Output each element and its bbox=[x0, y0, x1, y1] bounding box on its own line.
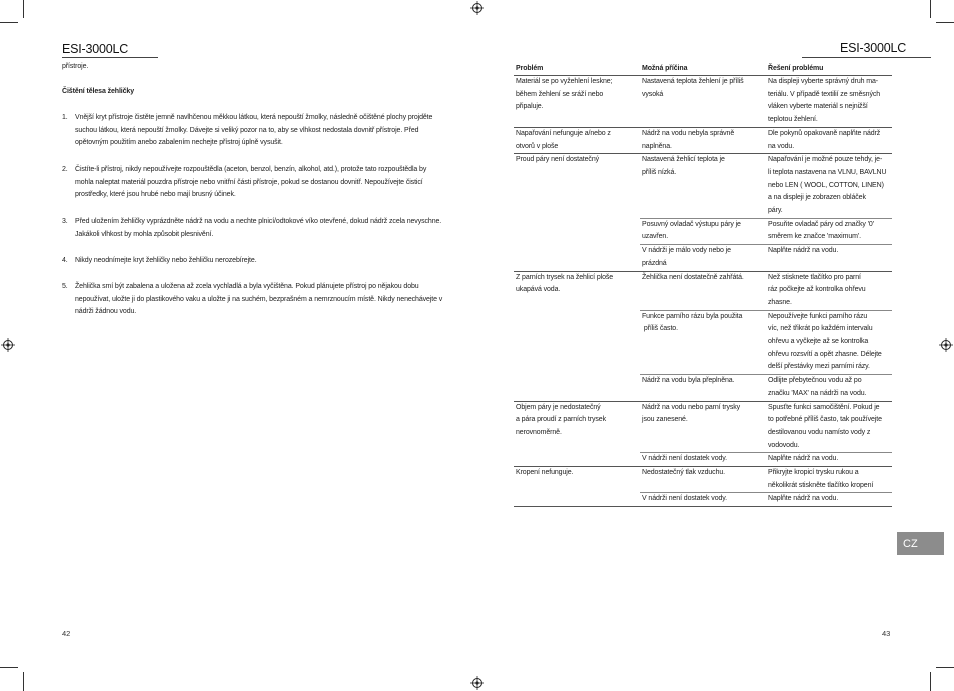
table-cell-solution bbox=[768, 245, 838, 258]
model-title-right: ESI-3000LC bbox=[840, 41, 907, 55]
section-title: Čištění tělesa žehličky bbox=[62, 88, 135, 95]
cell-line: teriálu. V případě textilií ze směsných bbox=[768, 90, 881, 98]
cell-line: Nádrž na vodu nebo parní trysky bbox=[642, 403, 741, 411]
table-cell-solution bbox=[768, 311, 882, 375]
cell-line: Žehlička není dostatečně zahřátá. bbox=[642, 273, 744, 281]
cell-line: Proud páry není dostatečný bbox=[516, 156, 600, 164]
cell-line: Posuňte ovladač páry od značky '0' bbox=[768, 220, 874, 228]
cell-line: Nastavená teplota žehlení je příliš bbox=[642, 78, 744, 85]
cell-line: prázdná bbox=[642, 259, 667, 267]
cell-line: V nádrži není dostatek vody. bbox=[642, 455, 728, 463]
cell-line: během žehlení se sráží nebo bbox=[516, 90, 604, 98]
list-item-number: 4. bbox=[62, 257, 68, 264]
cell-line: směrem ke značce 'maximum'. bbox=[768, 233, 861, 241]
table-cell-solution bbox=[768, 493, 838, 506]
cell-line: Objem páry je nedostatečný bbox=[516, 403, 601, 411]
table-cell-problem bbox=[516, 467, 573, 480]
cell-line: značku 'MAX' na nádrži na vodu. bbox=[768, 389, 867, 397]
cell-line: delší přestávky mezi parními rázy. bbox=[768, 363, 870, 371]
cell-line: Materiál se po vyžehlení leskne; bbox=[516, 78, 613, 85]
list-item-text: Před uložením žehličky vyprázdněte nádrž na vodu a nechte plnicí/odtokové víko otevřené, dokud nádrž zcela nevyschne. Jakákoli vlhkost by mohla způsobit plesnivění. bbox=[75, 218, 442, 238]
registration-mark-icon bbox=[939, 338, 953, 352]
cell-line: jsou zanesené. bbox=[642, 416, 688, 424]
cell-line: ukapává voda. bbox=[516, 286, 561, 294]
table-cell-cause bbox=[642, 467, 725, 480]
cell-line: to potřebné příliš často, tak používejte bbox=[768, 416, 882, 424]
cell-line: a na displeji je zobrazen obláček bbox=[768, 194, 866, 202]
column-header-cause: Možná příčina bbox=[642, 65, 688, 72]
table-cell-cause bbox=[642, 219, 741, 244]
cell-line: Nádrž na vodu byla přeplněna. bbox=[642, 377, 735, 385]
cell-line: příliš často. bbox=[642, 325, 678, 333]
language-tab-label: CZ bbox=[903, 537, 918, 550]
cell-line: V nádrži není dostatek vody. bbox=[642, 495, 728, 503]
cell-line: Nádrž na vodu nebyla správně bbox=[642, 129, 735, 137]
table-cell-solution bbox=[768, 375, 866, 400]
table-cell-cause bbox=[642, 402, 740, 427]
cell-line: li teplota nastavena na VLNU, BAVLNU bbox=[768, 168, 887, 176]
cell-line: na vodu. bbox=[768, 142, 795, 150]
list-item-number: 3. bbox=[62, 218, 68, 225]
language-tab bbox=[897, 532, 944, 555]
table-cell-cause bbox=[642, 245, 731, 270]
table-cell-cause bbox=[642, 493, 727, 506]
table-cell-problem bbox=[516, 272, 613, 297]
header-rule-left bbox=[62, 57, 158, 58]
cell-line: nerovnoměrně. bbox=[516, 428, 562, 436]
cell-line: Odlijte přebytečnou vodu až po bbox=[768, 377, 862, 385]
cell-line: Naplňte nádrž na vodu. bbox=[768, 455, 839, 463]
list-item-number: 1. bbox=[62, 114, 68, 121]
cell-line: vysoká bbox=[642, 90, 664, 98]
crop-mark bbox=[930, 0, 931, 18]
registration-mark-icon bbox=[1, 338, 15, 352]
page-number-right: 43 bbox=[882, 629, 891, 638]
crop-mark bbox=[23, 0, 24, 18]
table-cell-solution bbox=[768, 467, 873, 492]
cell-line: Nastavená žehlicí teplota je bbox=[642, 156, 725, 164]
table-cell-cause bbox=[642, 76, 744, 101]
cell-line: nebo LEN ( WOOL, COTTON, LINEN) bbox=[768, 181, 884, 189]
table-cell-solution bbox=[768, 76, 880, 127]
cell-line: Posuvný ovladač výstupu páry je bbox=[642, 220, 741, 228]
cell-line: ohřevu a vyčkejte až se kontrolka bbox=[768, 338, 869, 345]
cell-line: Než stisknete tlačítko pro parní bbox=[768, 273, 861, 281]
table-cell-solution bbox=[768, 219, 874, 244]
registration-mark-icon bbox=[470, 1, 484, 15]
column-header-solution: Řešení problému bbox=[768, 65, 824, 72]
table-cell-cause bbox=[642, 311, 742, 336]
cell-line: zhasne. bbox=[768, 298, 792, 306]
header-rule-right bbox=[802, 57, 931, 58]
cell-line: víc, než třikrát po každém intervalu bbox=[768, 325, 873, 333]
cell-line: Napařování nefunguje a/nebo z bbox=[516, 129, 611, 137]
cell-line: vodovodu. bbox=[768, 441, 800, 449]
list-item-text: Vnější kryt přístroje čistěte jemně navlhčenou měkkou látkou, která nepouští žmolky, následně očištěné plochy projděte suchou látkou, která nepouští žmolky. Dávejte si veliký pozor na to, aby se vlhkost nedostala dovnitř přístroje. Před opětovným použitím anebo zabalením nechejte přístroj úplně vysušit. bbox=[75, 114, 433, 146]
model-title-left: ESI-3000LC bbox=[62, 42, 129, 56]
row-divider bbox=[514, 506, 892, 507]
cell-line: připaluje. bbox=[516, 103, 544, 111]
cell-line: Přikryjte kropicí trysku rukou a bbox=[768, 469, 859, 476]
crop-mark bbox=[0, 667, 18, 668]
cell-line: ohřevu rozsvítí a opět zhasne. Délejte bbox=[768, 350, 882, 358]
cell-line: příliš nízká. bbox=[642, 168, 677, 176]
table-cell-cause bbox=[642, 375, 734, 388]
cell-line: uzavřen. bbox=[642, 233, 669, 241]
crop-mark bbox=[936, 22, 954, 23]
cell-line: Dle pokynů opakovaně naplňte nádrž bbox=[768, 129, 881, 137]
table-cell-cause bbox=[642, 453, 727, 466]
cell-line: Nepoužívejte funkci parního rázu bbox=[768, 312, 868, 320]
cell-line: destilovanou vodu namísto vody z bbox=[768, 428, 871, 436]
table-cell-problem bbox=[516, 402, 606, 440]
cell-line: několikrát stiskněte tlačítko kropení bbox=[768, 481, 874, 489]
page-number-left: 42 bbox=[62, 629, 71, 638]
cell-line: Naplňte nádrž na vodu. bbox=[768, 495, 839, 503]
cell-line: teplotou žehlení. bbox=[768, 116, 818, 124]
table-cell-problem bbox=[516, 128, 611, 153]
cell-line: naplněna. bbox=[642, 142, 672, 150]
list-item-text: Žehlička smí být zabalena a uložena až zcela vychladlá a byla vyčištěna. Pokud plánujete přístroj po nějakou dobu nepoužívat, uložte ji do plastikového vaku a uložte ji na suchém, bezprašném a nemrznoucím místě. Nikdy nenechávejte v nádrži žádnou vodu. bbox=[75, 283, 443, 315]
cell-line: Napařování je možné pouze tehdy, je- bbox=[768, 156, 883, 164]
table-cell-solution bbox=[768, 402, 882, 453]
cell-line: páry. bbox=[768, 207, 783, 214]
list-item-number: 2. bbox=[62, 166, 68, 173]
cell-line: Spusťte funkci samočištění. Pokud je bbox=[768, 403, 880, 411]
cell-line: Z parních trysek na žehlicí ploše bbox=[516, 273, 614, 281]
column-header-problem: Problém bbox=[516, 65, 544, 72]
table-cell-problem bbox=[516, 154, 599, 167]
table-cell-solution bbox=[768, 272, 866, 310]
table-cell-solution bbox=[768, 128, 880, 153]
table-cell-problem bbox=[516, 76, 612, 114]
table-cell-cause bbox=[642, 128, 734, 153]
continuation-text: přístroje. bbox=[62, 63, 89, 70]
cell-line: Nedostatečný tlak vzduchu. bbox=[642, 469, 726, 476]
cell-line: V nádrži je málo vody nebo je bbox=[642, 247, 731, 255]
crop-mark bbox=[936, 667, 954, 668]
cell-line: Naplňte nádrž na vodu. bbox=[768, 247, 839, 255]
cell-line: Kropení nefunguje. bbox=[516, 469, 574, 476]
cell-line: otvorů v ploše bbox=[516, 142, 559, 150]
table-cell-solution bbox=[768, 453, 838, 466]
crop-mark bbox=[930, 672, 931, 691]
registration-mark-icon bbox=[470, 676, 484, 690]
cell-line: a pára proudí z parních trysek bbox=[516, 416, 606, 424]
table-cell-cause bbox=[642, 272, 744, 285]
cell-line: Na displeji vyberte správný druh ma- bbox=[768, 78, 879, 85]
list-item-text: Čistíte-li přístroj, nikdy nepoužívejte rozpouštědla (aceton, benzol, benzín, alkohol, atd.), protože tato rozpouštědla by mohla naleptat materiál pouzdra přístroje nebo vnitřní části přístroje, pokud se dostanou dovnitř. Nepoužívejte čisticí prostředky, které jsou hrubé nebo mají brusný účinek. bbox=[75, 166, 427, 198]
crop-mark bbox=[23, 672, 24, 691]
table-cell-solution bbox=[768, 154, 886, 218]
cell-line: Funkce parního rázu byla použita bbox=[642, 312, 743, 320]
cell-line: vláken vyberte materiál s nejnižší bbox=[768, 103, 868, 111]
table-cell-cause bbox=[642, 154, 725, 179]
list-item-number: 5. bbox=[62, 283, 68, 290]
cell-line: ráz počkejte až kontrolka ohřevu bbox=[768, 286, 866, 294]
crop-mark bbox=[0, 22, 18, 23]
list-item-text: Nikdy neodnímejte kryt žehličky nebo žehličku nerozebírejte. bbox=[75, 257, 257, 264]
